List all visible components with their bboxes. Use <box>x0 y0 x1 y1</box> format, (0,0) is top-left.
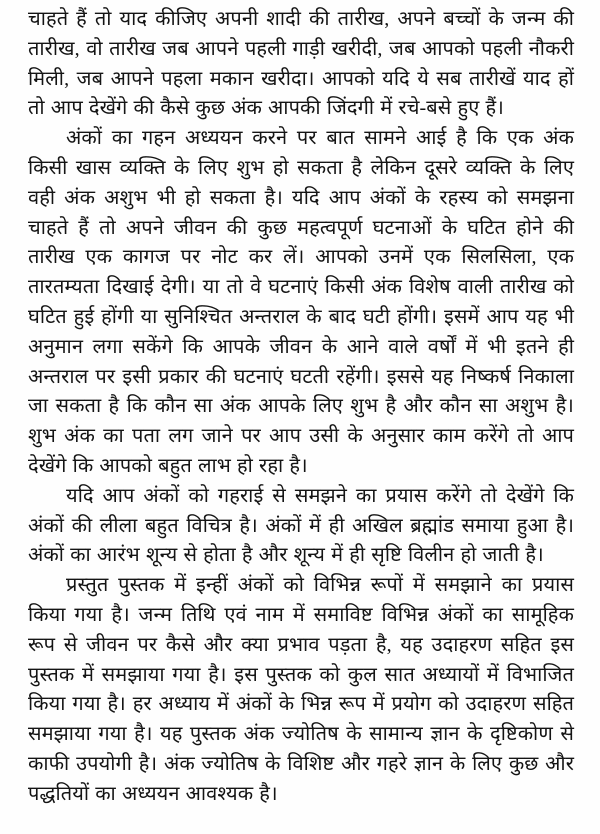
paragraph-number-mystery: यदि आप अंकों को गहराई से समझने का प्रयास करेंगे तो देखेंगे कि अंकों की लीला बहुत विचित्र है। अंकों में ही अखिल ब्रह्मांड समाया हुआ है। अंकों का आरंभ शून्य से होता है और शून्य में ही सृष्टि विलीन हो जाती है। <box>28 484 574 567</box>
paragraph-book-intro: प्रस्तुत पुस्तक में इन्हीं अंकों को विभिन्न रूपों में समझाने का प्रयास किया गया है। जन्म तिथि एवं नाम में समाविष्ट विभिन्न अंकों का सामूहिक रूप से जीवन पर कैसे और क्या प्रभाव पड़ता है, यह उदाहरण सहित इस पुस्तक में समझाया गया है। इस पुस्तक को कुल सात अध्यायों में विभाजित किया गया है। हर अध्याय में अंकों के भिन्न रूप में प्रयोग को उदाहरण सहित समझाया गया है। यह पुस्तक अंक ज्योतिष के सामान्य ज्ञान के दृष्टिकोण से काफी उपयोगी है। अंक ज्योतिष के विशिष्ट और गहरे ज्ञान के लिए कुछ और पद्धतियों का अध्ययन आवश्यक है। <box>28 574 574 805</box>
paragraph-number-study: अंकों का गहन अध्ययन करने पर बात सामने आई है कि एक अंक किसी खास व्यक्ति के लिए शुभ हो सकता है लेकिन दूसरे व्यक्ति के लिए वही अंक अशुभ भी हो सकता है। यदि आप अंकों के रहस्य को समझना चाहते हैं तो अपने जीवन की कुछ महत्वपूर्ण घटनाओं के घटित होने की तारीख एक कागज पर नोट कर लें। आपको उनमें एक सिलसिला, एक तारतम्यता दिखाई देगी। या तो वे घटनाएं किसी अंक विशेष वाली तारीख को घटित हुई होंगी या सुनिश्चित अन्तराल के बाद घटी होंगी। इसमें आप यह भी अनुमान लगा सकेंगे कि आपके जीवन के आने वाले वर्षों में भी इतने ही अन्तराल पर इसी प्रकार की घटनाएं घटती रहेंगी। इससे यह निष्कर्ष निकाला जा सकता है कि कौन सा अंक आपके लिए शुभ है और कौन सा अशुभ है। शुभ अंक का पता लग जाने पर आप उसी के अनुसार काम करेंगे तो आप देखेंगे कि आपको बहुत लाभ हो रहा है। <box>28 127 574 477</box>
paragraph-continued: चाहते हैं तो याद कीजिए अपनी शादी की तारीख, अपने बच्चों के जन्म की तारीख, वो तारीख जब आपने पहली गाड़ी खरीदी, जब आपको पहली नौकरी मिली, जब आपने पहला मकान खरीदा। आपको यदि ये सब तारीखें याद हों तो आप देखेंगे की कैसे कुछ अंक आपकी जिंदगी में रचे-बसे हुए हैं। <box>28 8 574 120</box>
